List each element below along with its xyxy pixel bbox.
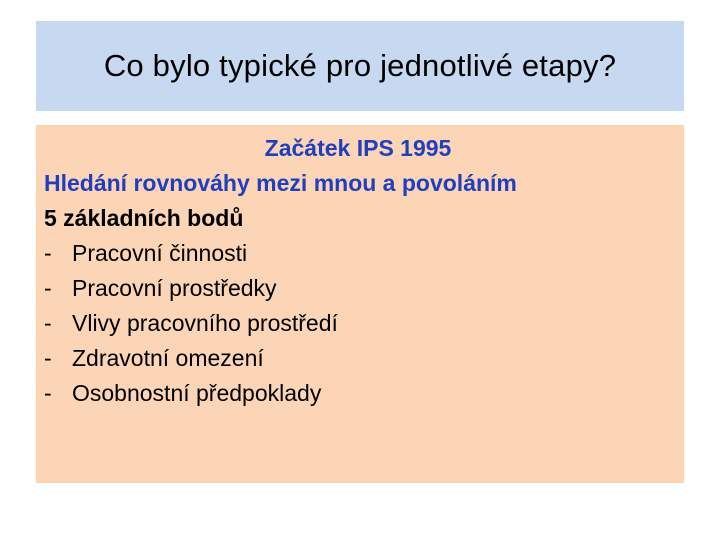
bullet-marker: - xyxy=(44,310,52,336)
points-label: 5 základních bodů xyxy=(44,205,244,231)
title-box xyxy=(36,21,684,111)
content-box xyxy=(36,125,684,483)
content-subheading: Hledání rovnováhy mezi mnou a povoláním xyxy=(44,170,517,196)
list-item-text: Vlivy pracovního prostředí xyxy=(72,310,338,336)
content-list xyxy=(44,131,680,411)
content-heading: Začátek IPS 1995 xyxy=(264,135,452,161)
bullet-marker: - xyxy=(44,380,52,406)
list-item xyxy=(44,271,680,306)
list-item-text: Pracovní činnosti xyxy=(72,240,248,266)
list-item xyxy=(44,306,680,341)
bullet-marker: - xyxy=(44,240,52,266)
list-item xyxy=(44,236,680,271)
list-item-text: Zdravotní omezení xyxy=(72,345,264,371)
bullet-marker: - xyxy=(44,275,52,301)
list-item-text: Osobnostní předpoklady xyxy=(72,380,322,406)
bullet-marker: - xyxy=(44,345,52,371)
list-item xyxy=(44,376,680,411)
list-item-text: Pracovní prostředky xyxy=(72,275,277,301)
list-item xyxy=(44,341,680,376)
slide-title: Co bylo typické pro jednotlivé etapy? xyxy=(103,48,617,83)
